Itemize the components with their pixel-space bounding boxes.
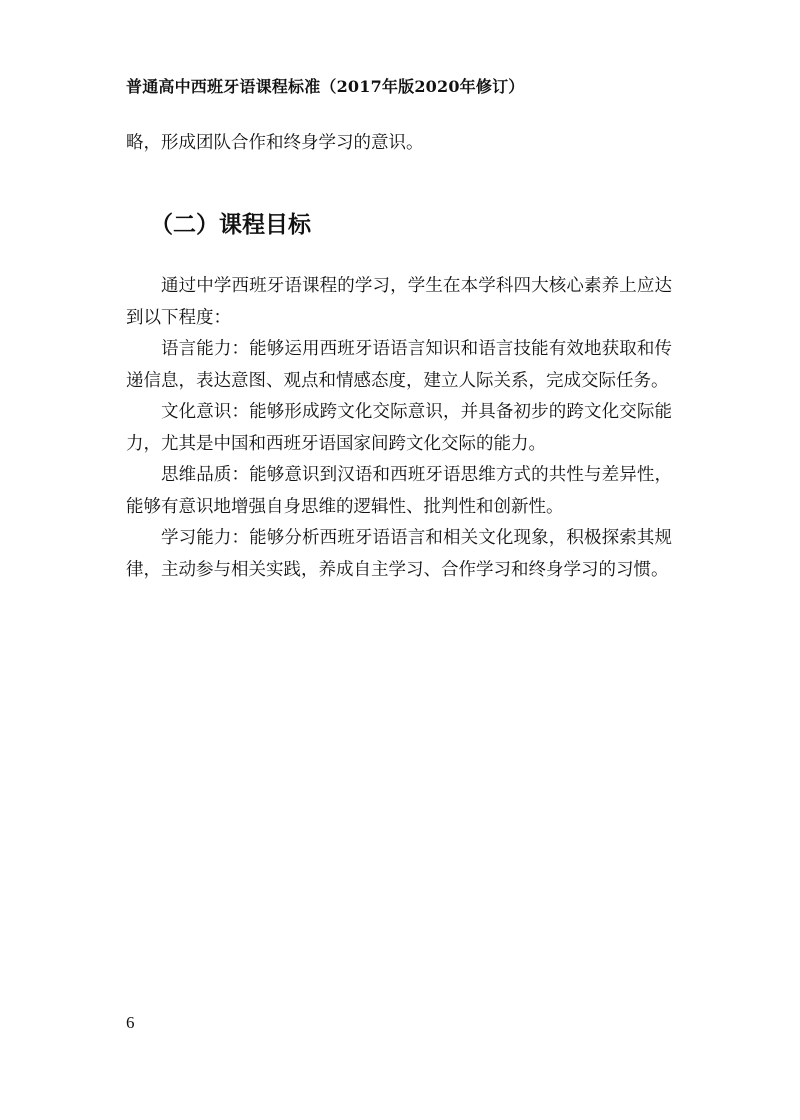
language-ability-paragraph: 语言能力：能够运用西班牙语语言知识和语言技能有效地获取和传递信息，表达意图、观点和情感态度，建立人际关系，完成交际任务。	[126, 339, 672, 391]
cultural-awareness-paragraph: 文化意识：能够形成跨文化交际意识，并具备初步的跨文化交际能力，尤其是中国和西班牙语国家间跨文化交际的能力。	[126, 402, 672, 454]
page-number: 6	[126, 1013, 135, 1032]
learning-ability-paragraph: 学习能力：能够分析西班牙语语言和相关文化现象，积极探索其规律，主动参与相关实践，养成自主学习、合作学习和终身学习的习惯。	[126, 528, 672, 580]
thinking-quality-paragraph: 思维品质：能够意识到汉语和西班牙语思维方式的共性与差异性，能够有意识地增强自身思维的逻辑性、批判性和创新性。	[126, 465, 672, 517]
running-header: 普通高中西班牙语课程标准（2017年版2020年修订）	[126, 77, 525, 96]
section-body	[126, 271, 672, 586]
intro-paragraph: 通过中学西班牙语课程的学习，学生在本学科四大核心素养上应达到以下程度：	[126, 276, 672, 328]
continued-paragraph: 略，形成团队合作和终身学习的意识。	[126, 133, 424, 153]
section-title: （二）课程目标	[150, 211, 311, 238]
